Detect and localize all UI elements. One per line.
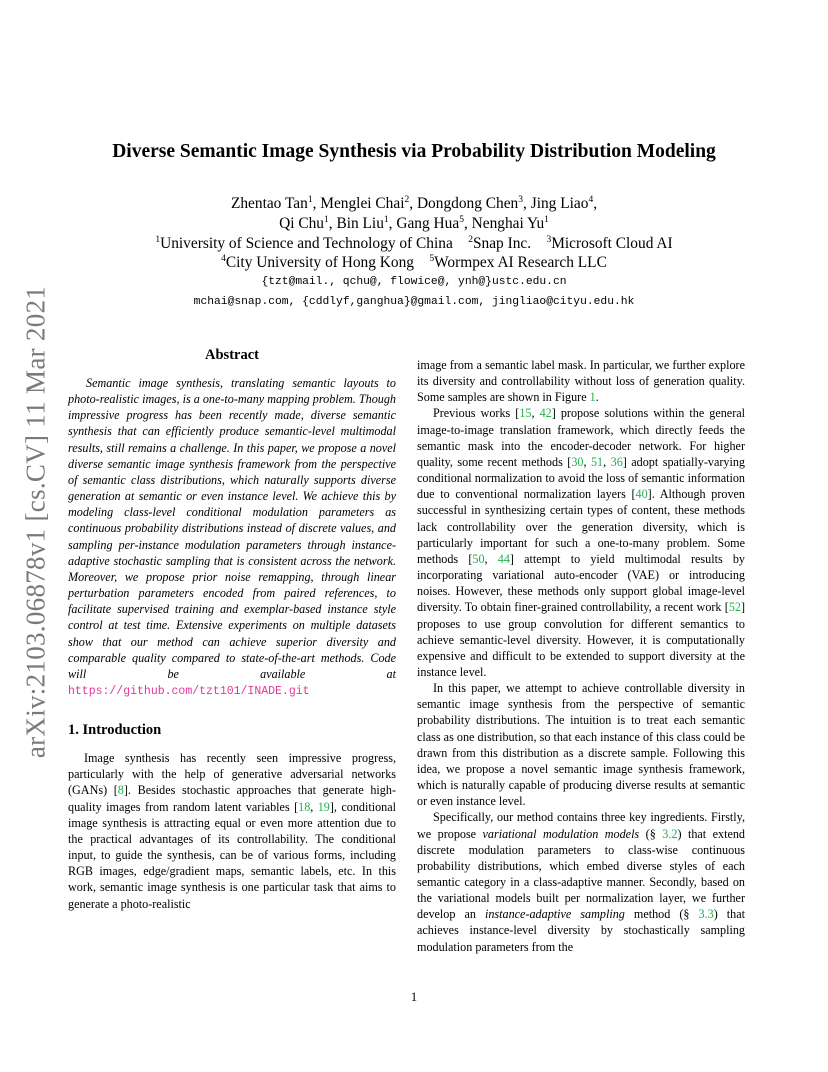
introduction-heading: 1. Introduction — [68, 722, 162, 739]
figure-link[interactable]: 1 — [589, 390, 596, 405]
citation-link[interactable]: 52 — [728, 600, 741, 615]
intro-paragraph-continued: image from a semantic label mask. In particular, we further explore its diversity and controllability without loss of generation quality. Some samples are shown in Figure 1. — [417, 358, 745, 405]
affiliation-line-1: $^1$University of Science and Technology of China $^2$Snap Inc. $^3$Microsoft Cloud AI — [155, 234, 673, 252]
page-number: 1 — [410, 990, 418, 1004]
intro-paragraph-3: In this paper, we attempt to achieve controllable diversity in semantic image synthesis from the perspective of semantic probability distributions. The intuition is to treat each semantic class as one distribution, so that each instance of this class could be drawn from this distribution as a discrete sample. Following this idea, we propose a novel semantic image synthesis framework, which is naturally capable of producing diverse results at semantic or even instance level. — [417, 681, 745, 809]
citation-link[interactable]: 40 — [635, 487, 648, 502]
abstract-heading: Abstract — [205, 347, 259, 363]
author-block — [60, 194, 768, 273]
section-link[interactable]: 3.3 — [698, 907, 714, 922]
arxiv-identifier-text: arXiv:2103.06878v1 [cs.CV] 11 Mar 2021 — [20, 285, 51, 759]
left-column — [68, 346, 396, 912]
code-link[interactable]: https://github.com/tzt101/INADE.git — [68, 684, 310, 698]
citation-link[interactable]: 42 — [539, 406, 552, 421]
citation-link[interactable]: 30 — [571, 454, 584, 469]
citation-link[interactable]: 36 — [610, 454, 623, 469]
citation-link[interactable]: 44 — [497, 551, 510, 566]
right-column — [417, 357, 745, 955]
citation-link[interactable]: 8 — [117, 783, 124, 798]
email-line-2: mchai@snap.com, {cddlyf,ganghua}@gmail.com, jingliao@cityu.edu.hk — [193, 295, 635, 308]
author-line-2: Qi Chu$^1$, Bin Liu$^1$, Gang Hua$^5$, Nenghai Yu$^1$ — [279, 214, 549, 232]
paper-title: Diverse Semantic Image Synthesis via Probability Distribution Modeling — [112, 141, 716, 162]
email-line-1: {tzt@mail., qchu@, flowice@, ynh@}ustc.edu.cn — [261, 276, 567, 288]
citation-link[interactable]: 18 — [298, 799, 311, 814]
intro-paragraph-2: Previous works [15, 42] propose solutions within the general image-to-image translation framework, which directly feeds the semantic mask into the encoder-decoder network. For higher quality, some recent methods [30, 51, 36] adopt spatially-varying conditional normalization to avoid the loss of semantic information due to conventional normalization layers [40]. Although proven successful in synthesizing certain types of content, these methods lack controllability over the generation diversity, which is particularly important for such a one-to-many problem. Some methods [50, 44] attempt to yield multimodal results by incorporating variational auto-encoder (VAE) or introducing noises. However, these methods only support global image-level diversity. To obtain finer-grained controllability, a recent work [52] proposes to use group convolution for different semantics to achieve semantic-level diversity. However, it is computationally expensive and difficult to be extended to support diversity at the instance level. — [417, 406, 746, 679]
email-block — [60, 273, 768, 312]
section-link[interactable]: 3.2 — [662, 826, 678, 841]
citation-link[interactable]: 50 — [472, 551, 485, 566]
arxiv-identifier — [14, 282, 58, 762]
author-line-1: Zhentao Tan$^1$, Menglei Chai$^2$, Dongdong Chen$^3$, Jing Liao$^4$, — [230, 195, 598, 212]
citation-link[interactable]: 15 — [519, 406, 532, 421]
affiliation-line-2: $^4$City University of Hong Kong $^5$Wormpex AI Research LLC — [221, 254, 607, 272]
intro-paragraph-4: Specifically, our method contains three key ingredients. Firstly, we propose variational modulation models (§ 3.2) that extend discrete modulation parameters to class-wise continuous probability distributions, which embed diverse styles of each semantic category in a class-adaptive manner. Secondly, based on the variational models built per normalization layer, we further develop an instance-adaptive sampling method (§ 3.3) that achieves instance-level diversity by stochastically sampling modulation parameters from the — [417, 810, 745, 954]
intro-paragraph-1: Image synthesis has recently seen impressive progress, particularly with the help of generative adversarial networks (GANs) [8]. Besides stochastic approaches that generate high-quality images from random latent variables [18, 19], conditional image synthesis is attracting equal or even more attention due to the practical advantages of its controllability. The conditional input, to guide the synthesis, can be of various forms, including RGB images, edge/gradient maps, semantic labels, etc. In this work, semantic image synthesis is one particular task that aims to generate a photo-realistic — [68, 751, 396, 911]
abstract-text: Semantic image synthesis, translating semantic layouts to photo-realistic images, is a one-to-many mapping problem. Though impressive progress has been recently made, diverse semantic synthesis that can efficiently produce semantic-level multimodal results, still remains a challenge. In this paper, we propose a novel diverse semantic image synthesis framework from the perspective of semantic class distributions, which naturally supports diverse generation at semantic or even instance level. We achieve this by modeling class-level conditional modulation parameters as continuous probability distributions instead of discrete values, and sampling per-instance modulation parameters through instance-adaptive stochastic sampling that is consistent across the network. Moreover, we propose prior noise remapping, through linear perturbation parameters encoded from paired references, to facilitate supervised training and exemplar-based instance style control at test time. Extensive experiments on multiple datasets show that our method can achieve superior diversity and comparable quality compared to state-of-the-art methods. Code will be available at https://github.com/tzt101/INADE.git — [68, 376, 396, 698]
citation-link[interactable]: 51 — [590, 454, 604, 469]
citation-link[interactable]: 19 — [317, 799, 330, 814]
